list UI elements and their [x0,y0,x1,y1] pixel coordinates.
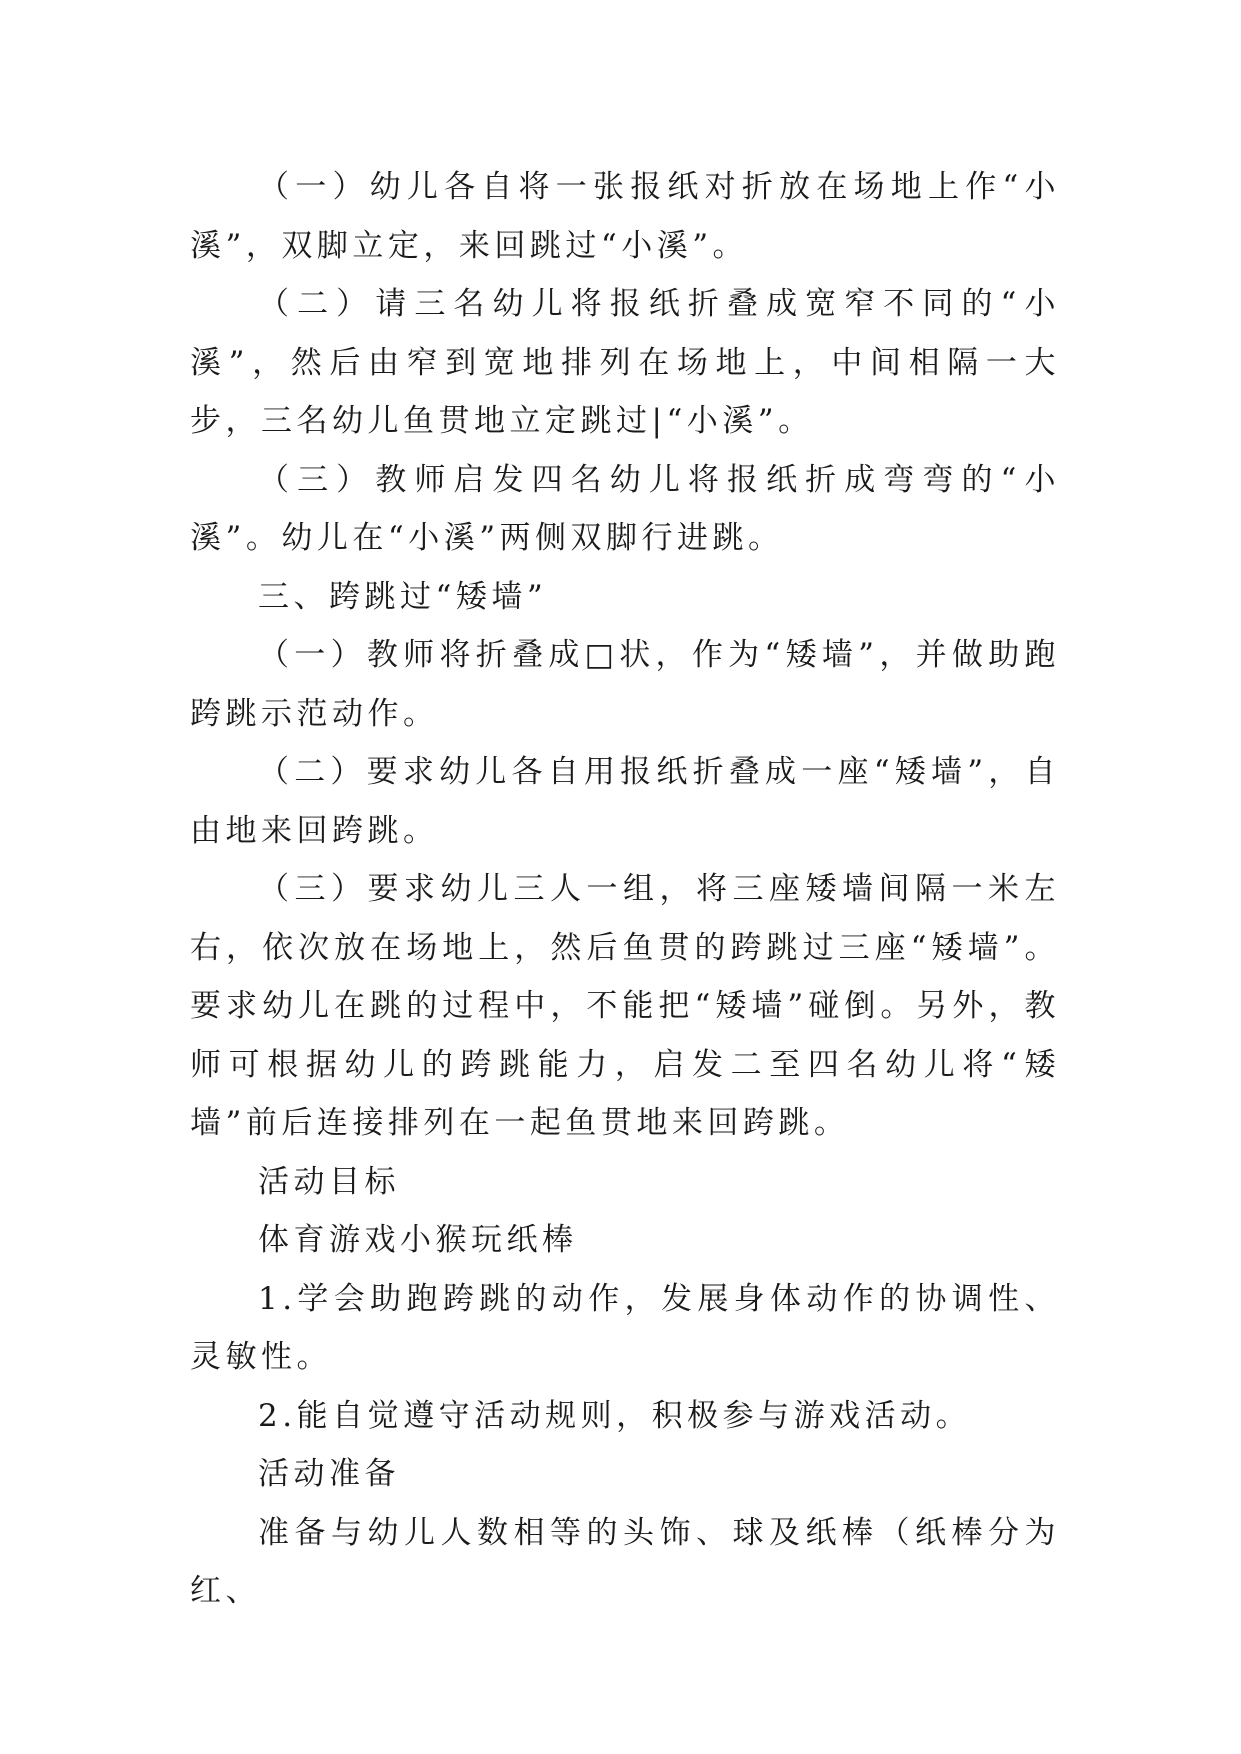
goal-item-one: 1.学会助跑跨跳的动作，发展身体动作的协调性、灵敏性。 [190,1280,1060,1375]
paragraph-step-three-curved-stream: （三）教师启发四名幼儿将报纸折成弯弯的“小溪”。幼儿在“小溪”两侧双脚行进跳。 [190,461,1060,556]
heading-activity-goals: 活动目标 [258,1163,400,1200]
paragraph-wall-group: （三）要求幼儿三人一组，将三座矮墙间隔一米左右，依次放在场地上，然后鱼贯的跨跳过三座“矮墙”。要求幼儿在跳的过程中，不能把“矮墙”碰倒。另外，教师可根据幼儿的跨跳能力，启发二至四名幼儿将“矮墙”前后连接排列在一起鱼贯地来回跨跳。 [190,871,1060,1141]
section-heading-jump-wall: 三、跨跳过“矮墙” [258,578,548,615]
paragraph-wall-fold: （二）要求幼儿各自用报纸折叠成一座“矮墙”，自由地来回跨跳。 [190,754,1060,849]
document-body [190,158,1060,1621]
paragraph-preparation: 准备与幼儿人数相等的头饰、球及纸棒（纸棒分为红、 [190,1514,1060,1609]
paragraph-step-two-narrow-to-wide: （二）请三名幼儿将报纸折叠成宽窄不同的“小溪”，然后由窄到宽地排列在场地上，中间相隔一大步，三名幼儿鱼贯地立定跳过|“小溪”。 [190,286,1060,439]
goal-item-two: 2.能自觉遵守活动规则，积极参与游戏活动。 [258,1397,972,1434]
heading-game-title: 体育游戏小猴玩纸棒 [258,1222,578,1258]
heading-activity-preparation: 活动准备 [258,1456,400,1492]
paragraph-wall-demo: （一）教师将折叠成□状，作为“矮墙”，并做助跑跨跳示范动作。 [190,637,1060,732]
paragraph-step-one-fold-stream: （一）幼儿各自将一张报纸对折放在场地上作“小溪”，双脚立定，来回跳过“小溪”。 [190,169,1060,264]
